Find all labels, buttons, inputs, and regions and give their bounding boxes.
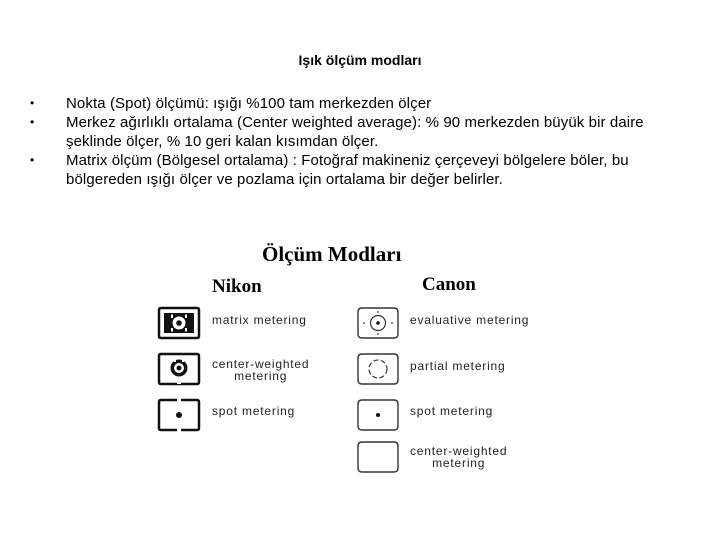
nikon-center-weighted-label (212, 358, 309, 382)
matrix-metering-icon (157, 306, 201, 340)
label-line: center-weighted (212, 357, 310, 371)
label-line: metering (234, 369, 288, 383)
center-weighted-metering-icon (356, 440, 400, 474)
figure-title: Ölçüm Modları (262, 242, 402, 266)
canon-center-weighted-label (410, 445, 507, 469)
nikon-heading: Nikon (212, 276, 262, 297)
nikon-spot-label: spot metering (212, 404, 296, 418)
spot-metering-icon (356, 398, 400, 432)
bullet-item-matrix: • Matrix ölçüm (Bölgesel ortalama) : Fotoğraf makineniz çerçeveyi bölgelere böler, bu bölgereden ışığı ölçer ve pozlama için ortalama bir değer belirler. (30, 152, 629, 188)
partial-metering-icon (356, 352, 400, 386)
center-weighted-metering-icon (157, 352, 201, 386)
canon-spot-label: spot metering (410, 404, 494, 418)
canon-partial-label: partial metering (410, 359, 506, 373)
bullet-text: Nokta (Spot) ölçümü: ışığı %100 tam merkezden ölçer (66, 95, 432, 112)
evaluative-metering-icon (356, 306, 400, 340)
label-line: center-weighted (410, 444, 508, 458)
bullet-text: Matrix ölçüm (Bölgesel ortalama) : Fotoğraf makineniz çerçeveyi bölgelere böler, bu bölgereden ışığı ölçer ve pozlama için ortalama bir değer belirler. (66, 152, 629, 188)
label-line: metering (432, 456, 486, 470)
bullet-text: Merkez ağırlıklı ortalama (Center weighted average): % 90 merkezden büyük bir daire şeklinde ölçer, % 10 geri kalan kısımdan ölçer. (66, 114, 644, 150)
canon-evaluative-label: evaluative metering (410, 313, 530, 327)
bullet-item-spot: • Nokta (Spot) ölçümü: ışığı %100 tam merkezden ölçer (30, 95, 432, 112)
canon-heading: Canon (422, 274, 476, 295)
bullet-list (30, 94, 670, 189)
bullet-item-center-weighted: • Merkez ağırlıklı ortalama (Center weighted average): % 90 merkezden büyük bir daire şeklinde ölçer, % 10 geri kalan kısımdan ölçer. (30, 114, 644, 150)
nikon-matrix-label: matrix metering (212, 313, 307, 327)
spot-metering-icon (157, 398, 201, 432)
metering-modes-figure (150, 236, 570, 476)
slide-title: Işık ölçüm modları (298, 52, 422, 68)
